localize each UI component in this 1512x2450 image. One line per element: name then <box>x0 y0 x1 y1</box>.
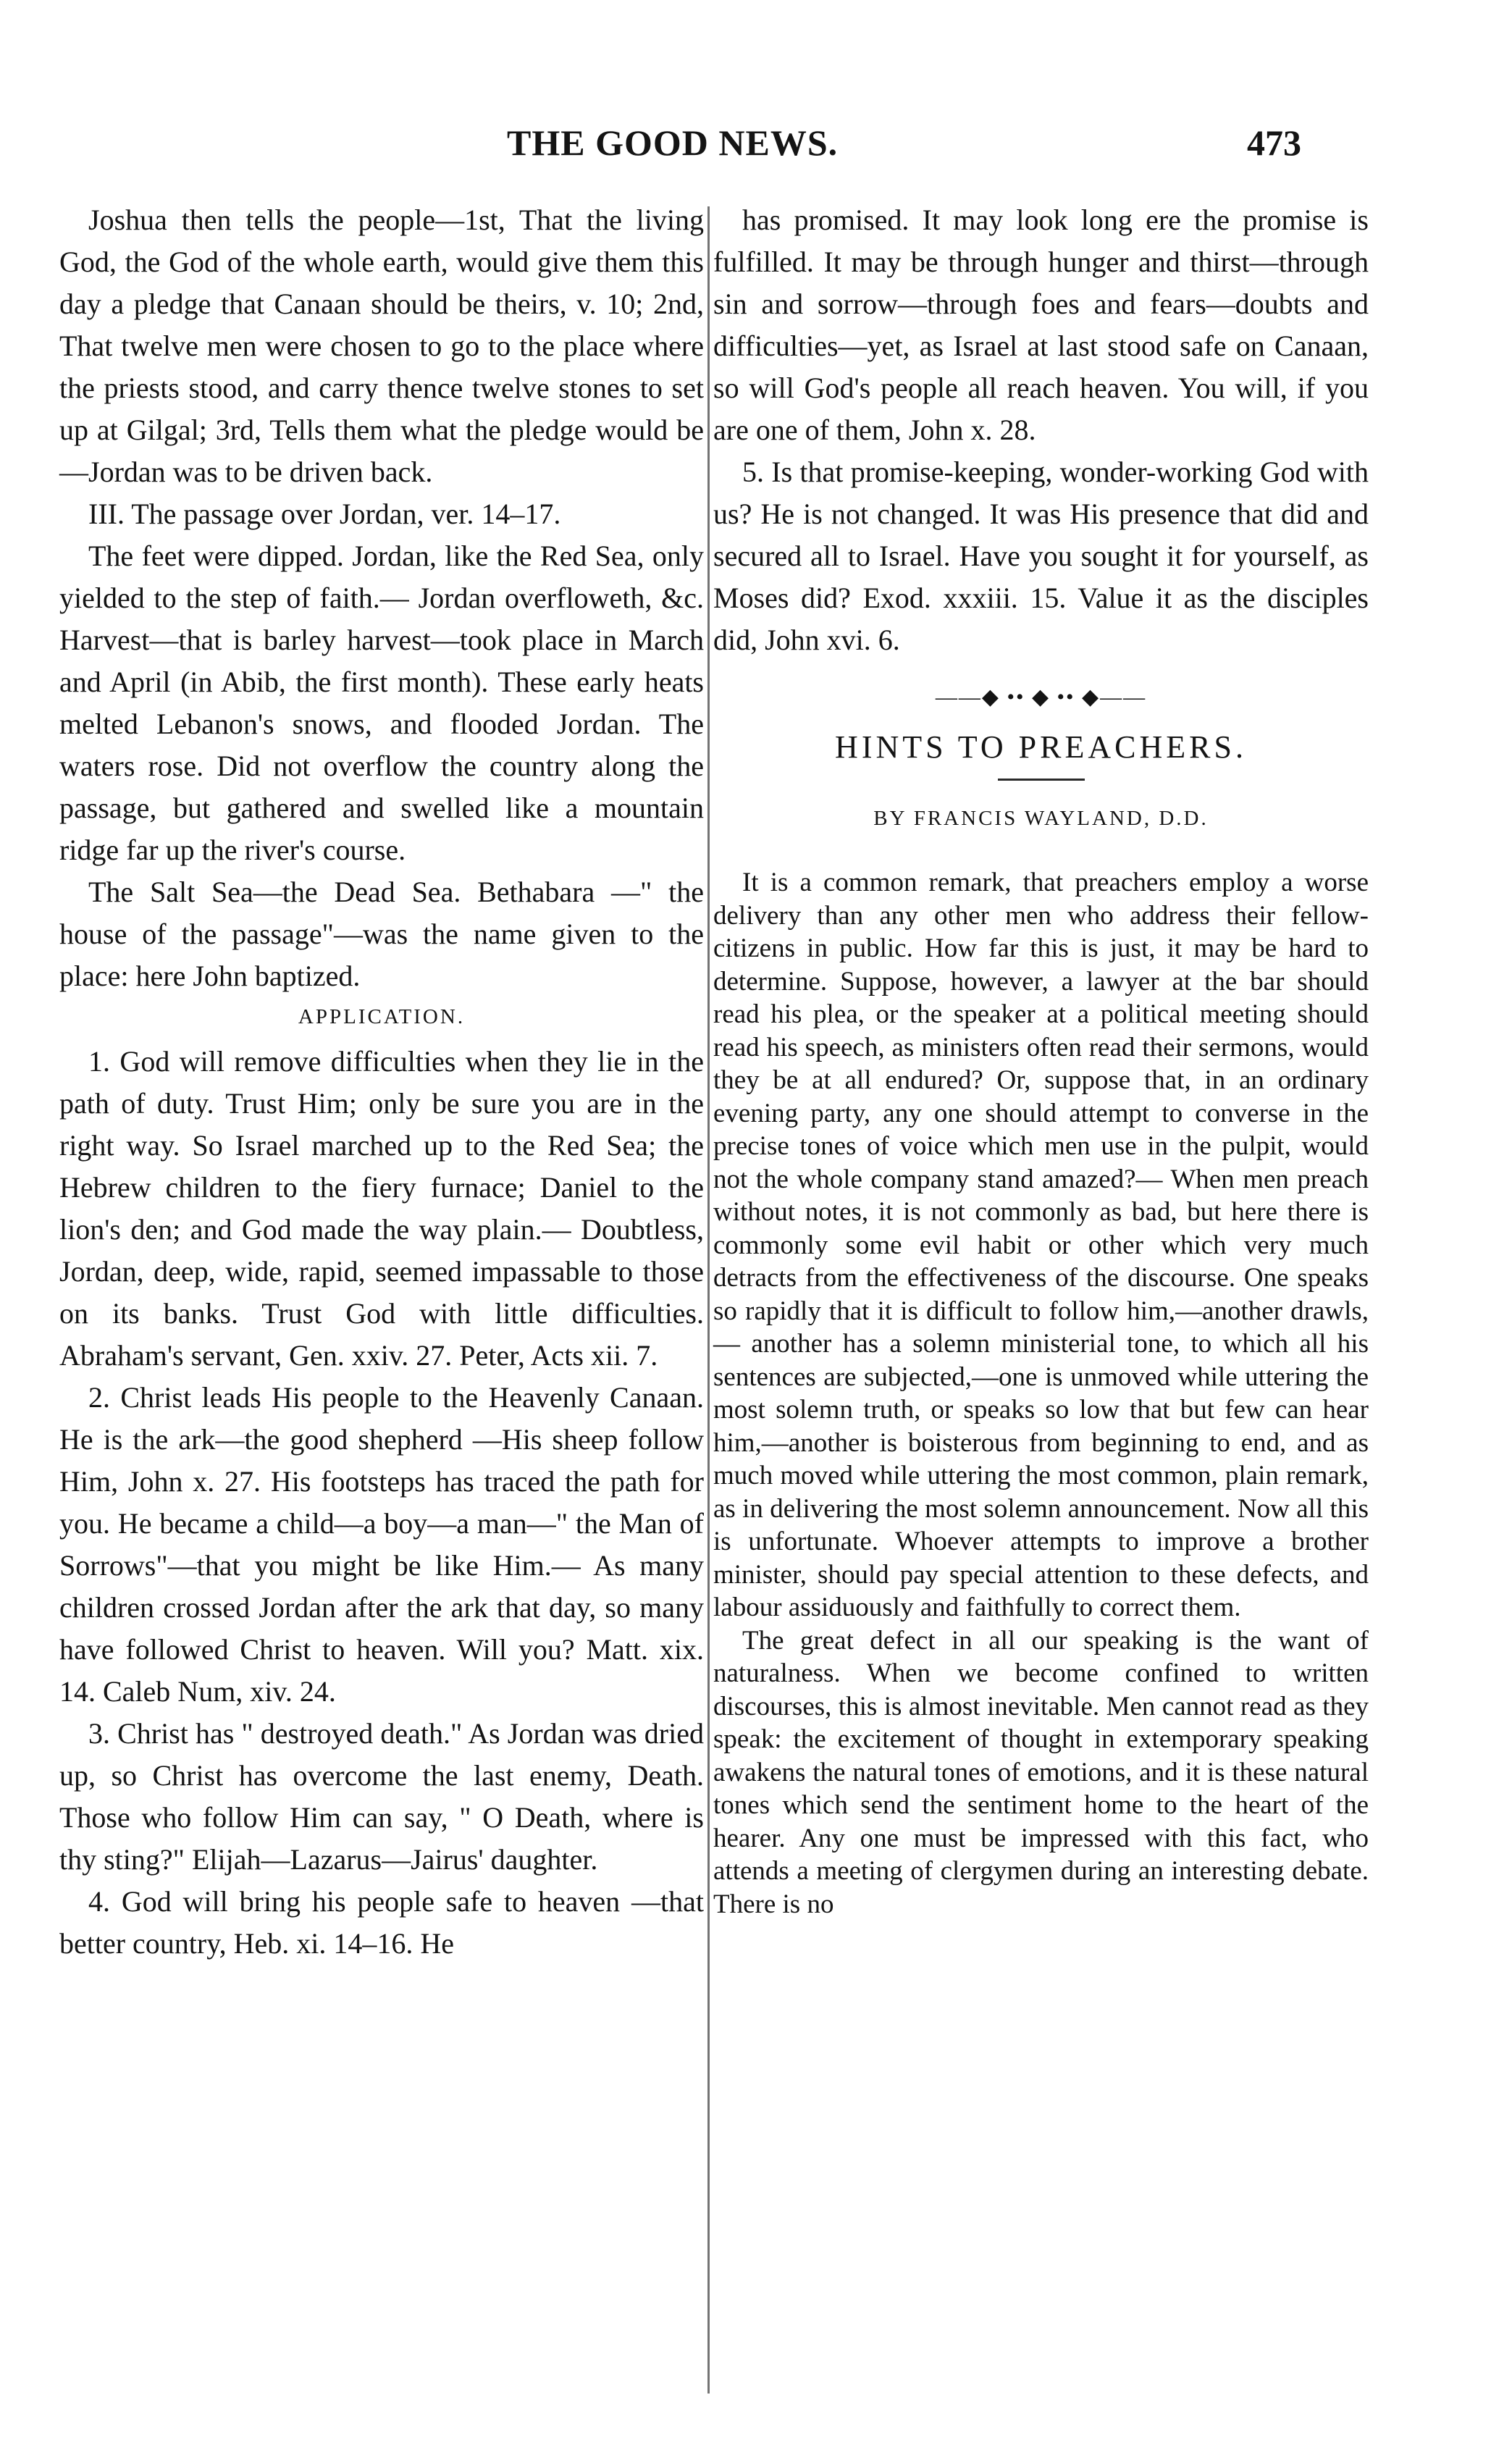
running-header <box>0 122 1512 180</box>
running-title: THE GOOD NEWS. <box>507 122 839 163</box>
section-title: HINTS TO PREACHERS. <box>835 729 1247 765</box>
paragraph-application-3: 3. Christ has " destroyed death." As Jordan was dried up, so Christ has overcome the last enemy, Death. Those who follow Him can say, " O Death, where is thy sting?" Elijah—Lazarus—Jairus' daughter. <box>59 1717 704 1876</box>
page-number: 473 <box>1247 122 1301 163</box>
title-underline <box>998 779 1085 781</box>
paragraph-great-defect: The great defect in all our speaking is the want of naturalness. When we become confined to written discourses, this is almost inevitable. Men cannot read as they speak: the excitement of thought in extemporary speaking awakens the natural tones of emotions, and it is these natural tones which send the sentiment home to the heart of the hearer. Any one must be impressed with this fact, who attends a meeting of clergymen during an interesting debate. There is no <box>713 1625 1369 1919</box>
author-byline: BY FRANCIS WAYLAND, D.D. <box>873 807 1209 830</box>
paragraph-feet-dipped: The feet were dipped. Jordan, like the Red Sea, only yielded to the step of faith.— Jordan overfloweth, &c. Harvest—that is barley harvest—took place in March and April (in Abib, the first month). These early heats melted Lebanon's snows, and flooded Jordan. The waters rose. Did not overflow the country along the passage, but gathered and swelled like a mountain ridge far up the river's course. <box>59 540 704 866</box>
paragraph-joshua-pledge: Joshua then tells the people—1st, That the living God, the God of the whole earth, would give them this day a pledge that Canaan should be theirs, v. 10; 2nd, That twelve men were chosen to go to the place where the priests stood, and carry thence twelve stones to set up at Gilgal; 3rd, Tells them what the pledge would be—Jordan was to be driven back. <box>59 204 704 488</box>
left-column <box>59 199 704 1965</box>
article-body <box>713 866 1369 1921</box>
paragraph-application-1: 1. God will remove difficulties when they lie in the path of duty. Trust Him; only be sure you are in the right way. So Israel marched up to the Red Sea; the Hebrew children to the fiery furnace; Daniel to the lion's den; and God made the way plain.— Doubtless, Jordan, deep, wide, rapid, seemed impassable to those on its banks. Trust God with little difficulties. Abraham's servant, Gen. xxiv. 27. Peter, Acts xii. 7. <box>59 1045 704 1372</box>
paragraph-application-4: 4. God will bring his people safe to heaven —that better country, Heb. xi. 14–16. He <box>59 1885 704 1960</box>
right-column <box>713 199 1369 1921</box>
ornamental-divider: ——◆ •• ◆ •• ◆—— <box>935 685 1147 709</box>
column-divider <box>707 206 710 2394</box>
paragraph-salt-sea: The Salt Sea—the Dead Sea. Bethabara —" the house of the passage"—was the name given to the place: here John baptized. <box>59 876 704 992</box>
paragraph-application-2: 2. Christ leads His people to the Heavenly Canaan. He is the ark—the good shepherd —His sheep follow Him, John x. 27. His footsteps has traced the path for you. He became a child—a boy—a man—" the Man of Sorrows"—that you might be like Him.— As many children crossed Jordan after the ark that day, so many have followed Christ to heaven. Will you? Matt. xix. 14. Caleb Num, xiv. 24. <box>59 1381 704 1708</box>
paragraph-promise: has promised. It may look long ere the promise is fulfilled. It may be through hunger and thirst—through sin and sorrow—through foes and fears—doubts and difficulties—yet, as Israel at last stood safe on Canaan, so will God's people all reach heaven. You will, if you are one of them, John x. 28. <box>713 204 1369 446</box>
application-heading: APPLICATION. <box>298 1005 466 1028</box>
paragraph-passage-heading: III. The passage over Jordan, ver. 14–17. <box>88 498 561 530</box>
paragraph-application-5: 5. Is that promise-keeping, wonder-working God with us? He is not changed. It was His presence that did and secured all to Israel. Have you sought it for yourself, as Moses did? Exod. xxxiii. 15. Value it as the disciples did, John xvi. 6. <box>713 456 1369 656</box>
paragraph-common-remark: It is a common remark, that preachers employ a worse delivery than any other men who address their fellow-citizens in public. How far this is just, it may be hard to determine. Suppose, however, a lawyer at the bar should read his plea, or the speaker at a political meeting should read his speech, as ministers often read their sermons, would they be at all endured? Or, suppose that, in an ordinary evening party, any one should attempt to converse in the precise tones of voice which men use in the pulpit, would not the whole company stand amazed?— When men preach without notes, it is not commonly as bad, but here there is commonly some evil habit or other which very much detracts from the effectiveness of the discourse. One speaks so rapidly that it is difficult to follow him,—another drawls,— another has a solemn ministerial tone, to which all his sentences are subjected,—one is unmoved while uttering the most solemn truth, or speaks so low that but few can hear him,—another is boisterous from beginning to end, and as much moved while uttering the most common, plain remark, as in delivering the most solemn announcement. Now all this is unfortunate. Whoever attempts to improve a brother minister, should pay special attention to these defects, and labour assiduously and faithfully to correct them. <box>713 868 1369 1622</box>
